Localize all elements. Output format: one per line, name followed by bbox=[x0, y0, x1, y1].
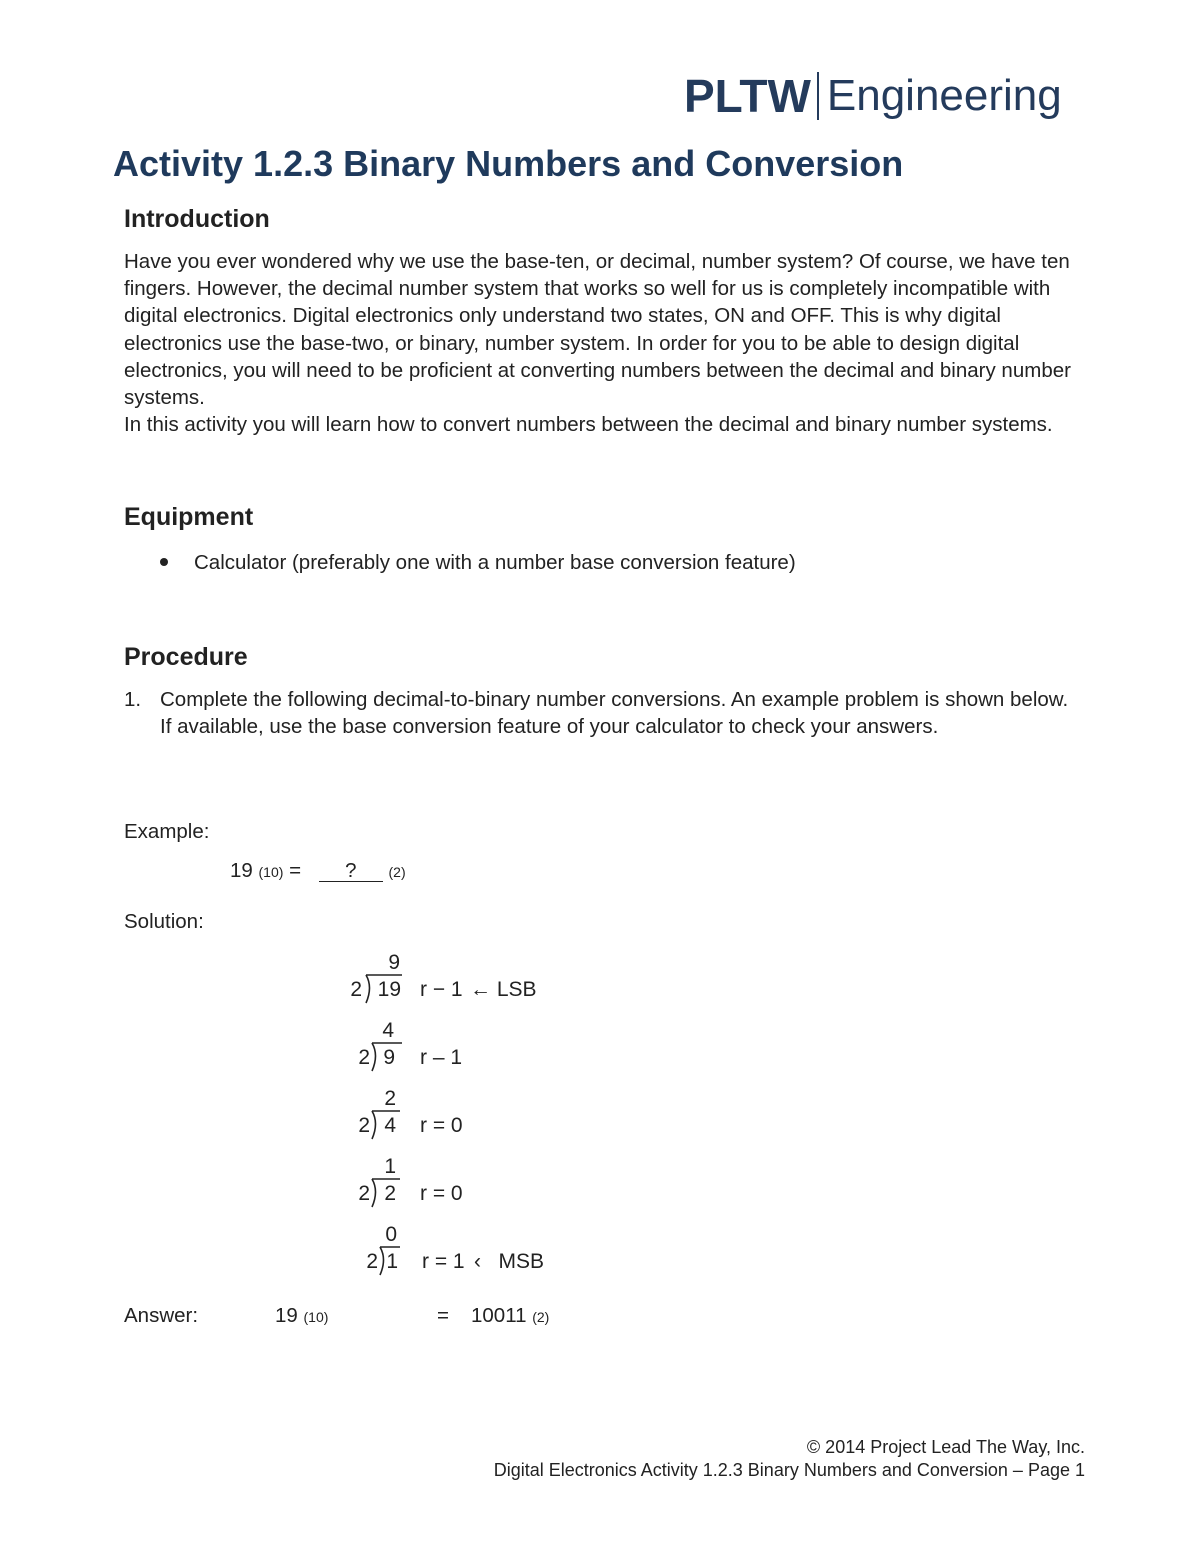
step-text: Complete the following decimal-to-binary number conversions. An example problem is shown below. If available, use the base conversion feature of your calculator to check your answers. bbox=[160, 688, 1069, 739]
equipment-item-text: Calculator (preferably one with a number base conversion feature) bbox=[194, 551, 796, 574]
quotient: 0 bbox=[385, 1223, 397, 1246]
remainder: r = 0 bbox=[420, 1182, 463, 1205]
solution-label: Solution: bbox=[124, 910, 204, 933]
step-number: 1. bbox=[124, 688, 142, 711]
equipment-list bbox=[160, 549, 796, 576]
answer-decimal-base: (10) bbox=[303, 1309, 329, 1325]
answer-binary-base: (2) bbox=[532, 1309, 550, 1325]
dividend: 1 bbox=[386, 1250, 398, 1273]
divisor: 2 bbox=[358, 1182, 370, 1205]
divisor: 2 bbox=[358, 1046, 370, 1069]
dividend: 4 bbox=[384, 1114, 396, 1137]
bullet-icon bbox=[160, 558, 168, 566]
quotient: 1 bbox=[384, 1155, 396, 1178]
page-title: Activity 1.2.3 Binary Numbers and Conversion bbox=[113, 143, 904, 184]
dividend: 9 bbox=[383, 1046, 395, 1069]
example-binary-base: (2) bbox=[388, 864, 406, 880]
divisor: 2 bbox=[358, 1114, 370, 1137]
answer-decimal-group bbox=[275, 1302, 328, 1331]
example-unknown: ? bbox=[319, 861, 383, 882]
quotient: 9 bbox=[388, 951, 400, 974]
copyright-text: © 2014 Project Lead The Way, Inc. bbox=[806, 1437, 1085, 1457]
bit-note: ‹ MSB bbox=[474, 1250, 545, 1273]
remainder: r − 1 bbox=[420, 978, 463, 1001]
introduction-paragraph: Have you ever wondered why we use the base-ten, or decimal, number system? Of course, we have ten fingers. However, the decimal number system that works so well for us is completely incompatible with digital electronics. Digital electronics only understand two states, ON and OFF. This is why digital electronics use the base-two, or binary, number system. In order for you to be able to design digital electronics, you will need to be proficient at converting numbers between the decimal and binary number systems. bbox=[124, 250, 1071, 410]
example-problem bbox=[230, 857, 406, 886]
division-step bbox=[358, 1155, 462, 1207]
remainder: r = 0 bbox=[420, 1114, 463, 1137]
example-decimal: 19 bbox=[230, 859, 253, 882]
division-step bbox=[366, 1223, 544, 1275]
remainder: r = 1 bbox=[422, 1250, 465, 1273]
pltw-engineering-logo bbox=[684, 66, 1062, 126]
answer-decimal: 19 bbox=[275, 1304, 298, 1327]
equipment-heading: Equipment bbox=[124, 503, 254, 531]
quotient: 2 bbox=[384, 1087, 396, 1110]
logo-primary: PLTW bbox=[684, 70, 811, 122]
answer-equals: = bbox=[437, 1304, 449, 1327]
example-equals: = bbox=[289, 859, 302, 882]
logo-secondary: Engineering bbox=[826, 71, 1062, 120]
dividend: 19 bbox=[377, 978, 401, 1001]
example-label: Example: bbox=[124, 820, 210, 843]
logo-divider bbox=[817, 72, 819, 120]
long-division-steps bbox=[340, 945, 580, 1285]
page-footer bbox=[494, 1436, 1085, 1482]
bit-note: ← LSB bbox=[470, 978, 537, 1001]
dividend: 2 bbox=[384, 1182, 396, 1205]
divisor: 2 bbox=[350, 978, 362, 1001]
answer-binary: 10011 bbox=[471, 1304, 527, 1327]
equipment-item bbox=[160, 549, 796, 576]
divisor: 2 bbox=[366, 1250, 378, 1273]
quotient: 4 bbox=[382, 1019, 394, 1042]
introduction-heading: Introduction bbox=[124, 205, 270, 233]
division-step bbox=[358, 1087, 462, 1139]
procedure-step bbox=[124, 686, 1084, 740]
answer-label: Answer: bbox=[124, 1304, 199, 1327]
procedure-heading: Procedure bbox=[124, 643, 248, 671]
answer-binary-group bbox=[471, 1302, 549, 1331]
footer-course-line: Digital Electronics Activity 1.2.3 Binary Numbers and Conversion – Page 1 bbox=[493, 1460, 1085, 1480]
introduction-paragraph: In this activity you will learn how to convert numbers between the decimal and binary number systems. bbox=[124, 413, 1053, 437]
division-step bbox=[358, 1019, 462, 1071]
introduction-body bbox=[124, 248, 1084, 438]
example-decimal-base: (10) bbox=[258, 864, 284, 880]
division-step bbox=[350, 951, 536, 1003]
remainder: r – 1 bbox=[420, 1046, 463, 1069]
